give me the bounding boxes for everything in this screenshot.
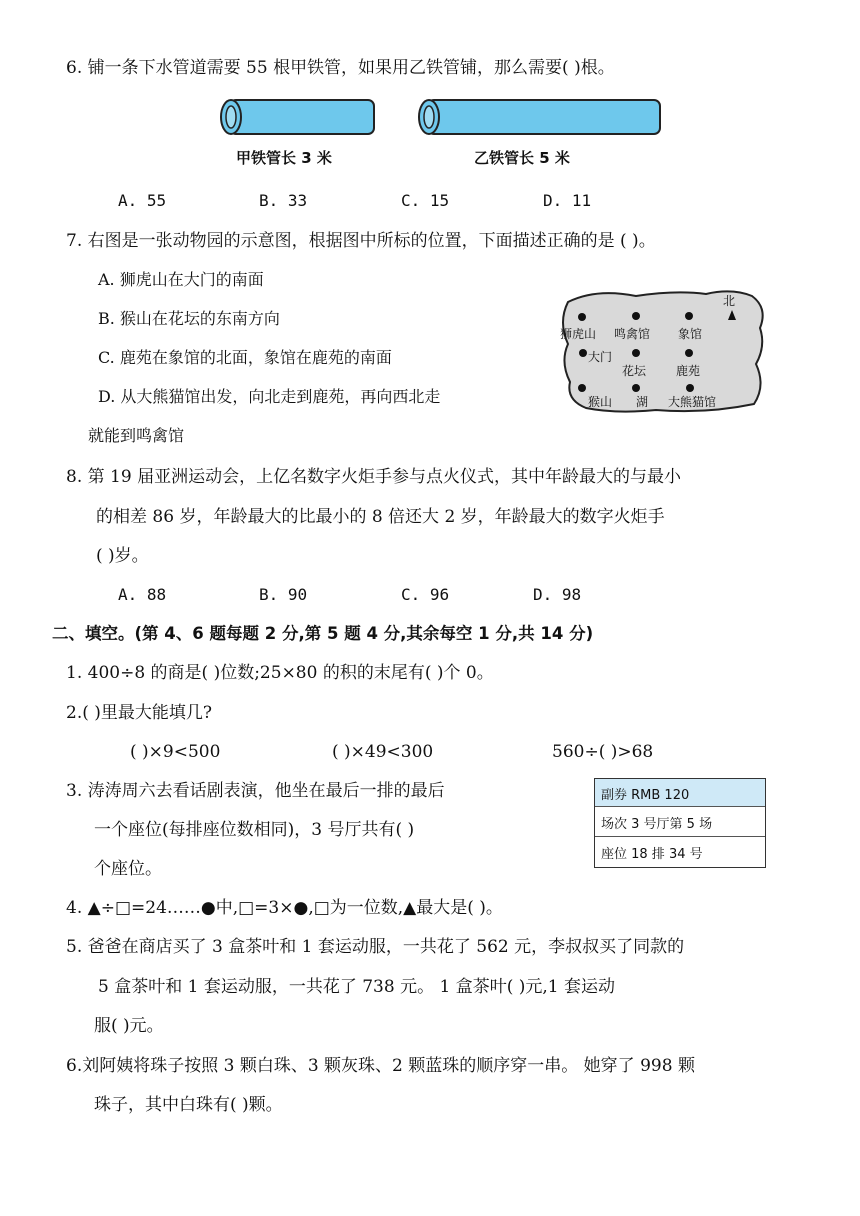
map-label-lion-tiger: 狮虎山 bbox=[560, 327, 597, 341]
ticket-row-price: 副券 RMB 120 bbox=[601, 788, 690, 803]
question-8-line-2: 的相差 86 岁，年龄最大的比最小的 8 倍还大 2 岁，年龄最大的数字火炬手 bbox=[96, 507, 665, 527]
map-label-elephant: 象馆 bbox=[678, 327, 703, 341]
q7-option-c: C. 鹿苑在象馆的北面，象馆在鹿苑的南面 bbox=[98, 348, 392, 367]
question-7-text: 7. 右图是一张动物园的示意图，根据图中所标的位置，下面描述正确的是 ( )。 bbox=[66, 231, 656, 251]
fill-2-item-3: 560÷( )>68 bbox=[552, 742, 654, 762]
map-dot-lion-tiger bbox=[578, 313, 586, 321]
q8-option-a: A. 88 bbox=[118, 585, 167, 604]
map-dot-panda bbox=[686, 384, 694, 392]
map-dot-lake bbox=[632, 384, 640, 392]
question-8-line-1: 8. 第 19 届亚洲运动会，上亿名数字火炬手参与点火仪式，其中年龄最大的与最小 bbox=[66, 467, 682, 487]
question-6-text: 6. 铺一条下水管道需要 55 根甲铁管，如果用乙铁管铺，那么需要( )根。 bbox=[66, 58, 615, 78]
fill-5-line-2: 5 盒茶叶和 1 套运动服，一共花了 738 元。 1 盒茶叶( )元,1 套运动 bbox=[98, 977, 616, 997]
q6-option-b: B. 33 bbox=[259, 191, 308, 210]
map-label-lake: 湖 bbox=[636, 395, 649, 409]
ticket-stub bbox=[594, 778, 766, 868]
q6-option-c: C. 15 bbox=[401, 191, 450, 210]
q8-option-b: B. 90 bbox=[259, 585, 308, 604]
pipe-b bbox=[419, 100, 660, 134]
map-dot-monkey bbox=[578, 384, 586, 392]
pipe-a bbox=[221, 100, 374, 134]
ticket-row-session: 场次 3 号厅第 5 场 bbox=[601, 817, 713, 832]
fill-6-line-2: 珠子，其中白珠有( )颗。 bbox=[94, 1095, 283, 1115]
question-8-line-3: ( )岁。 bbox=[96, 546, 149, 566]
q7-option-b: B. 猴山在花坛的东南方向 bbox=[98, 309, 280, 328]
fill-3-line-2: 一个座位(每排座位数相同)，3 号厅共有( ) bbox=[94, 820, 415, 840]
map-label-bird: 鸣禽馆 bbox=[614, 327, 651, 341]
map-label-panda: 大熊猫馆 bbox=[668, 395, 717, 409]
map-label-gate: 大门 bbox=[588, 350, 613, 364]
pipe-illustration bbox=[216, 96, 666, 142]
fill-1-text: 1. 400÷8 的商是( )位数;25×80 的积的末尾有( )个 0。 bbox=[66, 663, 494, 683]
fill-3-line-1: 3. 涛涛周六去看话剧表演，他坐在最后一排的最后 bbox=[66, 781, 445, 801]
map-label-flower: 花坛 bbox=[622, 364, 647, 378]
q7-option-d: D. 从大熊猫馆出发，向北走到鹿苑，再向西北走 bbox=[98, 387, 441, 406]
ticket-row-seat: 座位 18 排 34 号 bbox=[601, 847, 703, 862]
fill-5-line-1: 5. 爸爸在商店买了 3 盒茶叶和 1 套运动服，一共花了 562 元，李叔叔买了同款的 bbox=[66, 937, 685, 957]
map-dot-flower bbox=[632, 349, 640, 357]
q8-option-c: C. 96 bbox=[401, 585, 450, 604]
pipe-a-label: 甲铁管长 3 米 bbox=[236, 149, 332, 167]
q6-option-d: D. 11 bbox=[543, 191, 592, 210]
map-label-north: 北 bbox=[723, 294, 736, 308]
q8-option-d: D. 98 bbox=[533, 585, 582, 604]
map-label-monkey: 猴山 bbox=[588, 395, 613, 409]
fill-6-line-1: 6.刘阿姨将珠子按照 3 颗白珠、3 颗灰珠、2 颗蓝珠的顺序穿一串。 她穿了 998 颗 bbox=[66, 1056, 695, 1076]
fill-4-text: 4. ▲÷□=24……●中,□=3×●,□为一位数,▲最大是( )。 bbox=[66, 898, 503, 918]
q6-option-a: A. 55 bbox=[118, 191, 167, 210]
q7-option-a: A. 狮虎山在大门的南面 bbox=[98, 270, 264, 289]
fill-2-item-2: ( )×49<300 bbox=[332, 742, 434, 762]
map-dot-gate bbox=[579, 349, 587, 357]
fill-3-line-3: 个座位。 bbox=[94, 859, 162, 879]
pipe-b-label: 乙铁管长 5 米 bbox=[474, 149, 570, 167]
fill-5-line-3: 服( )元。 bbox=[94, 1016, 164, 1036]
map-label-deer: 鹿苑 bbox=[676, 364, 701, 378]
fill-2-text: 2.( )里最大能填几? bbox=[66, 703, 213, 723]
map-dot-bird bbox=[632, 312, 640, 320]
fill-2-item-1: ( )×9<500 bbox=[130, 742, 221, 762]
map-dot-elephant bbox=[685, 312, 693, 320]
map-dot-deer bbox=[685, 349, 693, 357]
section-2-heading: 二、填空。(第 4、6 题每题 2 分,第 5 题 4 分,其余每空 1 分,共 14 分) bbox=[52, 624, 594, 643]
ticket-divider bbox=[595, 836, 765, 837]
q7-option-d-continued: 就能到鸣禽馆 bbox=[88, 426, 185, 445]
